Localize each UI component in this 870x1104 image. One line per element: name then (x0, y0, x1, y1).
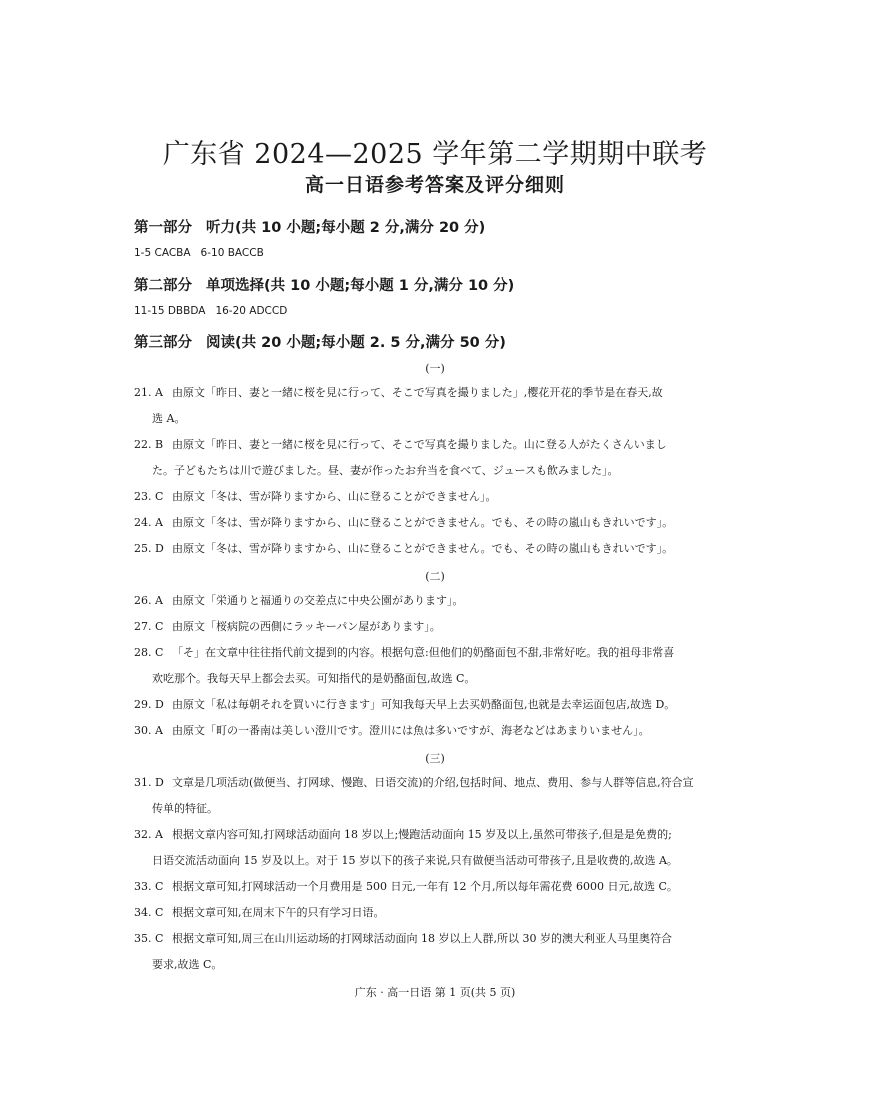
answer-item (134, 614, 744, 640)
item-explanation: 由原文「町の一番南は美しい澄川です。澄川には魚は多いですが、海老などはあまりいません」。 (172, 724, 650, 737)
answer-range: 16-20 ADCCD (215, 305, 288, 317)
item-number: 27. C (134, 620, 164, 633)
item-explanation: 由原文「冬は、雪が降りますから、山に登ることができません。でも、その時の嵐山もきれいです」。 (172, 516, 674, 529)
answer-item (134, 640, 744, 692)
answer-item (134, 770, 744, 822)
item-number: 23. C (134, 490, 164, 503)
section-2-answers (134, 305, 287, 317)
item-explanation: 由原文「冬は、雪が降りますから、山に登ることができません。でも、その時の嵐山もきれいです」。 (172, 542, 674, 555)
answer-item (134, 822, 744, 874)
item-explanation-cont: 选 A。 (152, 412, 186, 425)
section-1-answers (134, 247, 264, 259)
group-heading: (三) (425, 752, 445, 765)
item-explanation: 根据文章内容可知,打网球活动面向 18 岁以上;慢跑活动面向 15 岁及以上,虽然可带孩子,但是是免费的; (172, 828, 672, 841)
item-number: 21. A (134, 386, 163, 399)
answer-item (134, 432, 744, 484)
item-explanation: 由原文「昨日、妻と一緒に桜を見に行って、そこで写真を撮りました」,樱花开花的季节是在春天,故 (172, 386, 663, 399)
section-2-heading (134, 274, 514, 295)
answer-range: 1-5 CACBA (134, 247, 191, 259)
group-heading: (一) (425, 362, 445, 375)
answer-item (134, 380, 744, 432)
section-3-heading (134, 331, 506, 352)
item-number: 25. D (134, 542, 164, 555)
answer-item (134, 588, 744, 614)
item-number: 28. C (134, 646, 164, 659)
item-number: 22. B (134, 438, 164, 451)
item-explanation-cont: 传单的特征。 (152, 802, 218, 815)
item-number: 24. A (134, 516, 163, 529)
item-number: 32. A (134, 828, 163, 841)
group-heading: (二) (425, 570, 445, 583)
item-explanation: 由原文「昨日、妻と一緒に桜を見に行って、そこで写真を撮りました。山に登る人がたくさんいまし (172, 438, 667, 451)
item-number: 35. C (134, 932, 164, 945)
item-explanation-cont: 要求,故选 C。 (152, 958, 223, 971)
page-subtitle: 高一日语参考答案及评分细则 (304, 174, 565, 196)
item-number: 31. D (134, 776, 164, 789)
section-1-heading (134, 216, 485, 237)
item-number: 34. C (134, 906, 164, 919)
answer-item (134, 900, 744, 926)
section-1-name: 第一部分 (134, 220, 192, 236)
item-number: 33. C (134, 880, 164, 893)
section-1-label: 听力(共 10 小题;每小题 2 分,满分 20 分) (206, 220, 486, 236)
item-explanation: 根据文章可知,打网球活动一个月费用是 500 日元,一年有 12 个月,所以每年需花费 6000 日元,故选 C。 (172, 880, 678, 893)
item-explanation: 由原文「栄通りと福通りの交差点に中央公園があります」。 (172, 594, 464, 607)
item-explanation-cont: 欢吃那个。我每天早上都会去买。可知指代的是奶酪面包,故选 C。 (152, 672, 476, 685)
section-3-name: 第三部分 (134, 335, 192, 351)
section-2-label: 单项选择(共 10 小题;每小题 1 分,满分 10 分) (206, 278, 515, 294)
section-2-name: 第二部分 (134, 278, 192, 294)
answer-item (134, 718, 744, 744)
answer-item (134, 510, 744, 536)
item-explanation: 由原文「私は毎朝それを買いに行きます」可知我每天早上去买奶酪面包,也就是去幸运面包店,故选 D。 (172, 698, 676, 711)
section-3-label: 阅读(共 20 小题;每小题 2. 5 分,满分 50 分) (206, 335, 506, 351)
answer-range: 11-15 DBBDA (134, 305, 206, 317)
item-number: 30. A (134, 724, 163, 737)
answer-item (134, 926, 744, 978)
answer-item (134, 692, 744, 718)
item-number: 26. A (134, 594, 163, 607)
item-explanation: 根据文章可知,在周末下午的只有学习日语。 (172, 906, 385, 919)
item-explanation: 「そ」在文章中往往指代前文提到的内容。根据句意:但他们的奶酪面包不甜,非常好吃。我的祖母非常喜 (172, 646, 675, 659)
page-title: 广东省 2024—2025 学年第二学期期中联考 (162, 139, 708, 170)
answer-range: 6-10 BACCB (200, 247, 264, 259)
answer-item (134, 874, 744, 900)
item-explanation-cont: 日语交流活动面向 15 岁及以上。对于 15 岁以下的孩子来说,只有做便当活动可带孩子,且是收费的,故选 A。 (152, 854, 678, 867)
item-explanation: 由原文「冬は、雪が降りますから、山に登ることができません」。 (172, 490, 497, 503)
item-explanation: 由原文「桜病院の西側にラッキーパン屋があります」。 (172, 620, 441, 633)
item-explanation: 根据文章可知,周三在山川运动场的打网球活动面向 18 岁以上人群,所以 30 岁的澳大利亚人马里奥符合 (172, 932, 672, 945)
page-footer: 广东 · 高一日语 第 1 页(共 5 页) (354, 986, 516, 999)
item-explanation: 文章是几项活动(做便当、打网球、慢跑、日语交流)的介绍,包括时间、地点、费用、参与人群等信息,符合宣 (172, 776, 694, 789)
item-explanation-cont: た。子どもたちは川で遊びました。昼、妻が作ったお弁当を食べて、ジュースも飲みました」。 (152, 464, 619, 477)
answer-item (134, 536, 744, 562)
item-number: 29. D (134, 698, 164, 711)
answer-item (134, 484, 744, 510)
